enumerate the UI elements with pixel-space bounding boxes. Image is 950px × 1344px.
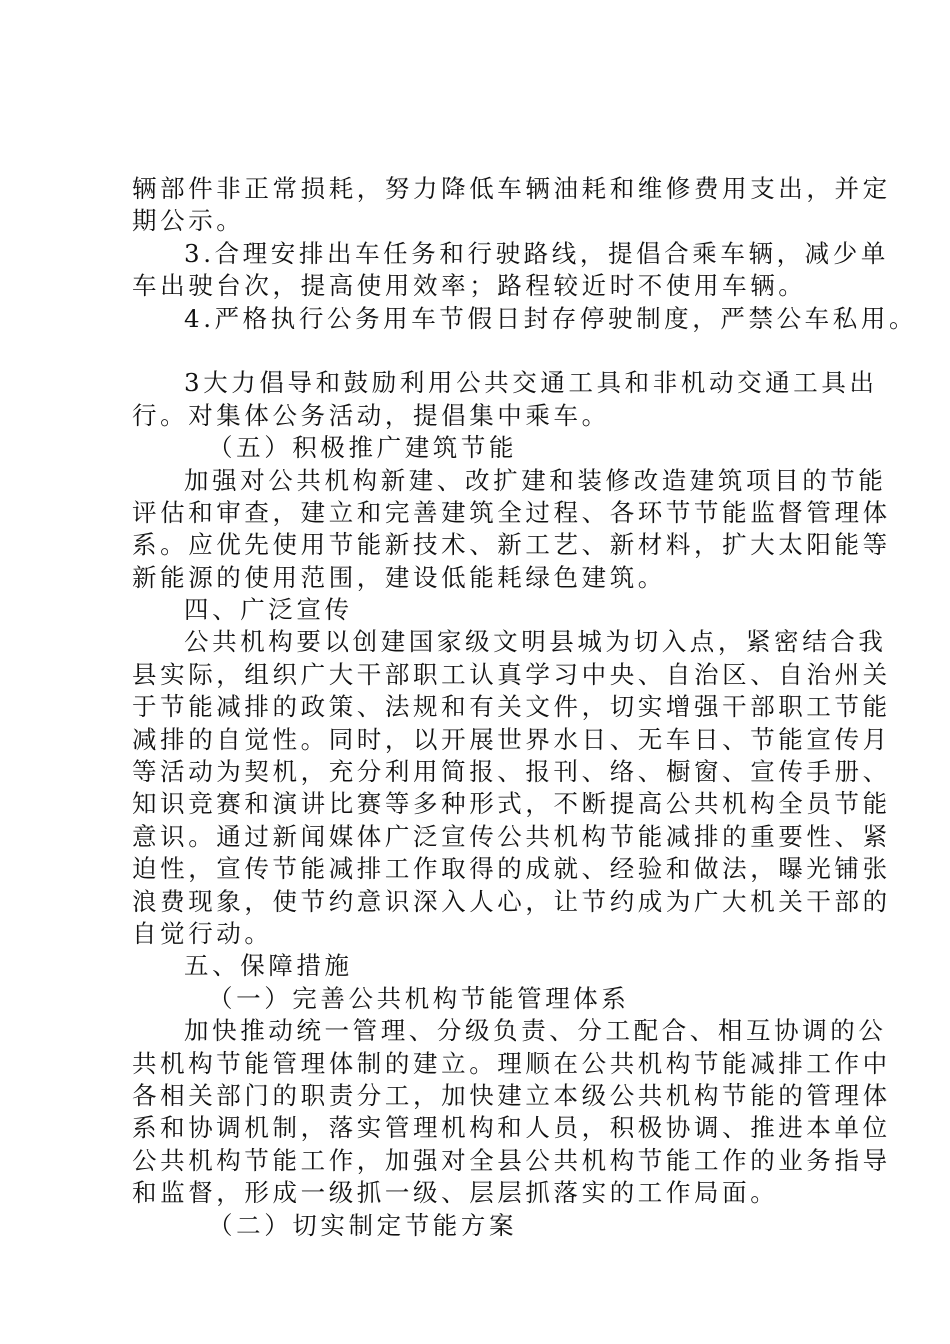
paragraph-line: 于节能减排的政策、法规和有关文件，切实增强干部职工节能: [132, 692, 891, 722]
paragraph-line: 系和协调机制，落实管理机构和人员，积极协调、推进本单位: [132, 1113, 891, 1143]
paragraph-line: 浪费现象，使节约意识深入人心，让节约成为广大机关干部的: [132, 886, 891, 916]
section-heading: （二）切实制定节能方案: [208, 1210, 518, 1240]
paragraph-line: 各相关部门的职责分工，加快建立本级公共机构节能的管理体: [132, 1080, 891, 1110]
paragraph-line: 知识竞赛和演讲比赛等多种形式，不断提高公共机构全员节能: [132, 789, 891, 819]
blank-line: [132, 335, 862, 367]
paragraph-line: 意识。通过新闻媒体广泛宣传公共机构节能减排的重要性、紧: [132, 821, 891, 851]
section-heading: 五、保障措施: [184, 951, 353, 981]
paragraph-line: 4.严格执行公务用车节假日封存停驶制度，严禁公车私用。: [184, 303, 918, 333]
paragraph-line: 3大力倡导和鼓励利用公共交通工具和非机动交通工具出: [184, 368, 878, 398]
section-heading: （一）完善公共机构节能管理体系: [208, 983, 630, 1013]
paragraph-line: 行。对集体公务活动，提倡集中乘车。: [132, 400, 610, 430]
paragraph-line: 自觉行动。: [132, 918, 273, 948]
paragraph-line: 辆部件非正常损耗，努力降低车辆油耗和维修费用支出，并定: [132, 174, 891, 203]
paragraph-line: 迫性，宣传节能减排工作取得的成就、经验和做法，曝光铺张: [132, 854, 891, 884]
paragraph-line: 期公示。: [132, 206, 245, 236]
paragraph-line: 车出驶台次，提高使用效率；路程较近时不使用车辆。: [132, 271, 807, 301]
paragraph-line: 共机构节能管理体制的建立。理顺在公共机构节能减排工作中: [132, 1048, 891, 1078]
paragraph-line: 3.合理安排出车任务和行驶路线，提倡合乘车辆，减少单: [184, 238, 889, 268]
paragraph-line: 县实际，组织广大干部职工认真学习中央、自治区、自治州关: [132, 659, 891, 689]
paragraph-line: 公共机构要以创建国家级文明县城为切入点，紧密结合我: [184, 627, 887, 657]
section-heading: （五）积极推广建筑节能: [208, 433, 518, 463]
paragraph-line: 公共机构节能工作，加强对全县公共机构节能工作的业务指导: [132, 1145, 891, 1175]
paragraph-line: 和监督，形成一级抓一级、层层抓落实的工作局面。: [132, 1178, 779, 1208]
paragraph-line: 加快推动统一管理、分级负责、分工配合、相互协调的公: [184, 1016, 887, 1046]
paragraph-line: 评估和审查，建立和完善建筑全过程、各环节节能监督管理体: [132, 497, 891, 527]
document-body: [132, 173, 918, 1242]
paragraph-line: 加强对公共机构新建、改扩建和装修改造建筑项目的节能: [184, 465, 887, 495]
paragraph-line: 系。应优先使用节能新技术、新工艺、新材料，扩大太阳能等: [132, 530, 891, 560]
paragraph-line: 减排的自觉性。同时，以开展世界水日、无车日、节能宣传月: [132, 724, 891, 754]
section-heading: 四、广泛宣传: [184, 595, 353, 625]
paragraph-line: 等活动为契机，充分利用简报、报刊、络、橱窗、宣传手册、: [132, 757, 891, 787]
paragraph-line: 新能源的使用范围，建设低能耗绿色建筑。: [132, 562, 666, 592]
